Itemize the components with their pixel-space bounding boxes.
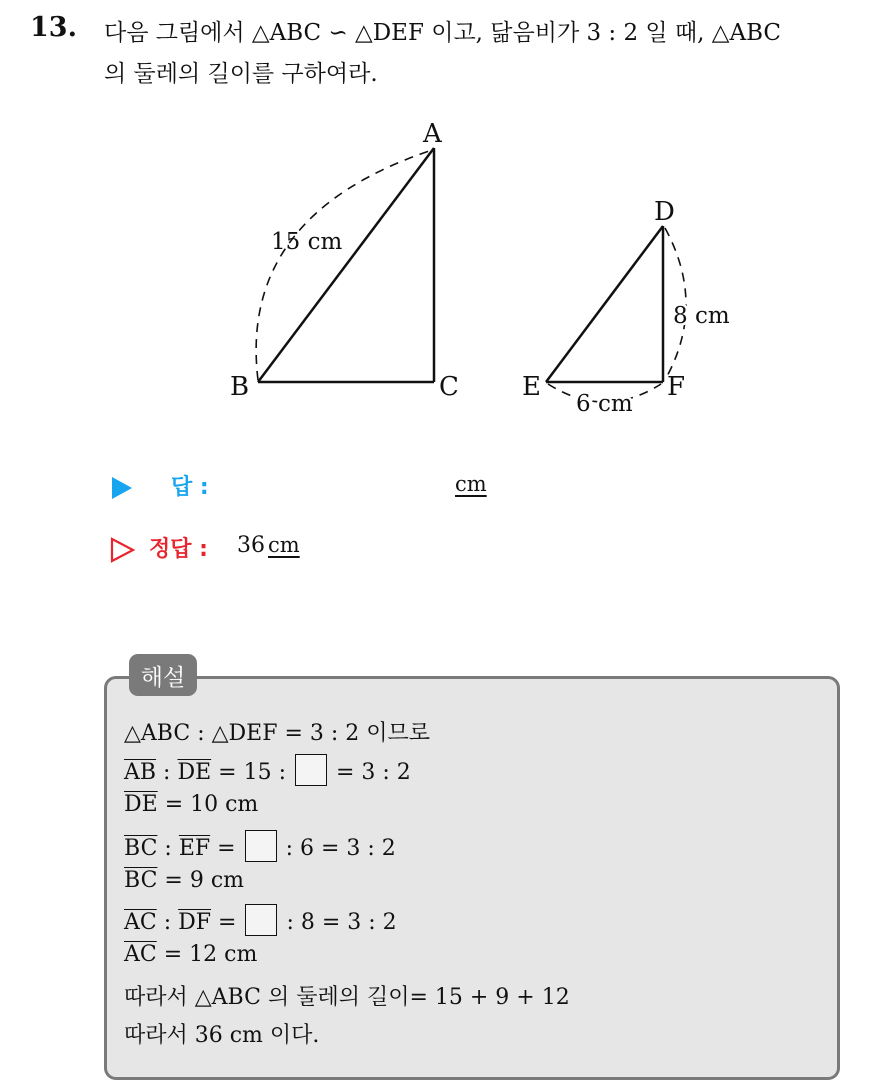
solution-line-9: 따라서 36 cm 이다.	[124, 1023, 320, 1048]
segment-bc: $\overline{BC}$	[124, 836, 158, 861]
vertex-label-f: F	[667, 372, 686, 402]
solution-line-7	[124, 942, 257, 967]
segment-ac: $\overline{AC}$	[124, 910, 157, 935]
solution-line-1: △ABC : △DEF = 3 : 2 이므로	[124, 721, 431, 746]
triangle-abc	[258, 148, 434, 382]
solution-line-4: $\overline{BC}$ : $\overline{EF}$ = : 6 = 3 : 2	[124, 830, 396, 862]
segment-df: $\overline{DF}$	[178, 910, 212, 935]
outline-triangle-icon	[108, 536, 136, 564]
solution-line-2: $\overline{AB}$ : $\overline{DE} = 15$ : = 3 : 2	[124, 754, 411, 786]
solution-line-5	[124, 868, 244, 893]
triangle-def	[546, 226, 663, 382]
solution-line-6-part-1: =	[211, 910, 244, 935]
solution-line-6-part-2: : 8 = 3 : 2	[279, 910, 397, 935]
solution-line-6: $\overline{AC}$ : $\overline{DF}$ = : 8 = 3 : 2	[124, 904, 397, 936]
solution-line-5-rest: = 9 cm	[157, 868, 245, 893]
measure-ef: 6 cm	[576, 391, 633, 417]
solution-line-4-part-1: =	[210, 836, 243, 861]
answer-label: 답 :	[171, 475, 209, 500]
answer-row	[108, 470, 209, 501]
filled-triangle-icon	[108, 475, 134, 501]
segment-bc: $\overline{BC}$	[124, 868, 158, 893]
vertex-label-d: D	[654, 197, 675, 227]
correct-answer-row	[108, 532, 208, 564]
question-text-line-1: 다음 그림에서 △ABC ∽ △DEF 이고, 닮음비가 3 : 2 일 때, △ABC	[104, 20, 782, 46]
segment-ab: $\overline{AB}$	[124, 760, 157, 785]
blank-box	[245, 830, 277, 862]
solution-line-2-part-1: = 15 :	[211, 760, 293, 785]
answer-unit: cm	[455, 472, 487, 496]
segment-ac: $\overline{AC}$	[124, 942, 157, 967]
vertex-label-e: E	[522, 372, 541, 402]
correct-answer-label: 정답 :	[149, 537, 208, 562]
question-number: 13.	[30, 12, 77, 43]
solution-line-3	[124, 792, 258, 817]
segment-de: $\overline{DE}$	[124, 792, 158, 817]
blank-box	[295, 754, 327, 786]
correct-answer-value	[237, 533, 300, 558]
question-text-line-2: 의 둘레의 길이를 구하여라.	[104, 61, 378, 87]
solution-line-2-part-2: = 3 : 2	[328, 760, 411, 785]
vertex-label-c: C	[439, 372, 459, 402]
measure-ab: 15 cm	[271, 229, 343, 255]
segment-de: $\overline{DE}$	[177, 760, 212, 785]
vertex-label-a: A	[423, 119, 442, 149]
measure-df: 8 cm	[673, 303, 730, 329]
correct-value-unit: cm	[268, 533, 300, 557]
segment-ef: $\overline{EF}$	[178, 836, 211, 861]
vertex-label-b: B	[230, 372, 250, 402]
blank-box	[245, 904, 277, 936]
solution-tab: 해설	[129, 654, 197, 696]
solution-line-8: 따라서 △ABC 의 둘레의 길이= 15 + 9 + 12	[124, 985, 570, 1010]
solution-line-7-rest: = 12 cm	[156, 942, 258, 967]
solution-line-3-rest: = 10 cm	[157, 792, 259, 817]
solution-line-4-part-2: : 6 = 3 : 2	[278, 836, 396, 861]
similar-triangles-figure	[0, 0, 884, 440]
correct-value-number: 36	[237, 533, 265, 558]
